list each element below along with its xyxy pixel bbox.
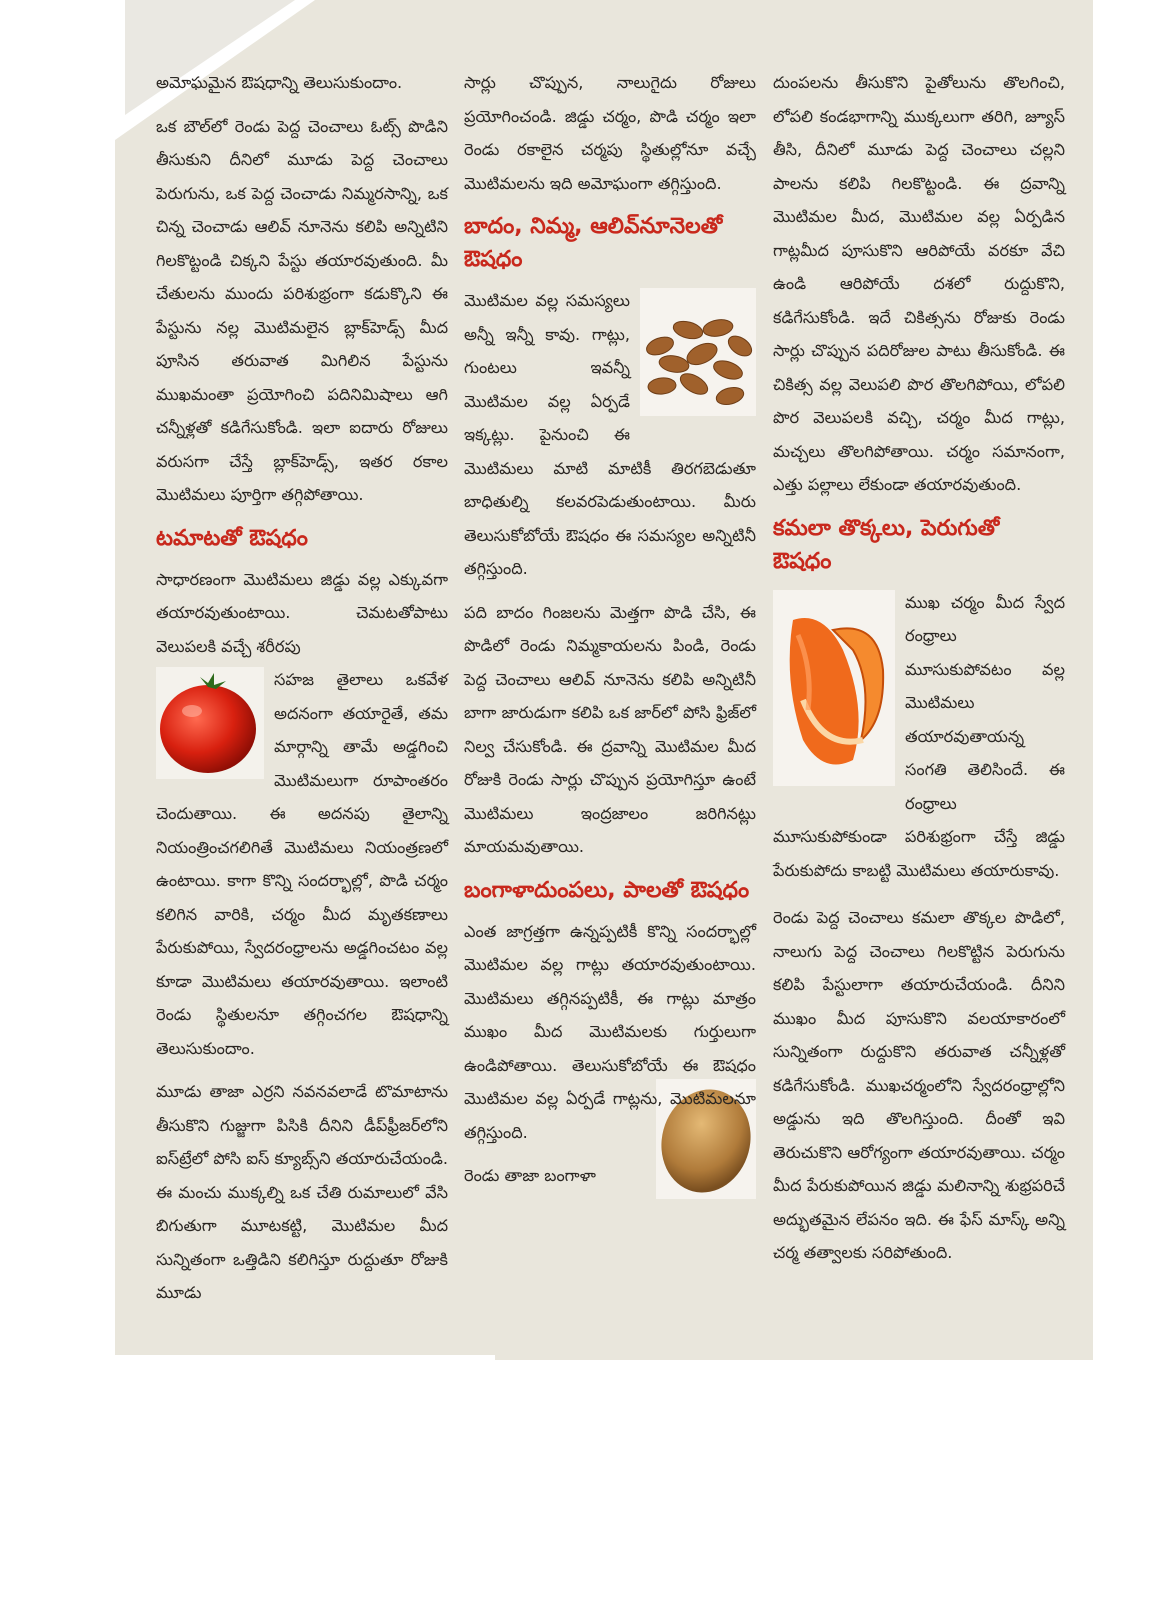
- tomato-heading: టమాటతో ఔషధం: [156, 525, 308, 551]
- article-column-3: [773, 66, 1065, 1280]
- tomato-photo: [156, 667, 264, 779]
- clipping-cut-edge: [115, 1355, 495, 1373]
- intro-line: అమోఘమైన ఔషధాన్ని తెలుసుకుందాం.: [156, 73, 403, 92]
- potato-remedy-paragraph: దుంపలను తీసుకొని పైతోలును తొలగించి, లోపలి కండభాగాన్ని ముక్కలుగా తరిగి, జ్యూస్ తీసి, దీనిలో మూడు పెద్ద చెంచాలు చల్లని పాలను కలిపి గిలకొట్టండి. ఈ ద్రవాన్ని మొటిమల మీద, మొటిమల వల్ల ఏర్పడిన గాట్లమీద పూసుకొని ఆరిపోయే వరకూ వేచి ఉండి ఆరిపోయే దశలో రుద్దుకొని, కడిగేసుకోండి. ఇదే చికిత్సను రోజుకు రెండు సార్లు చొప్పున పదిరోజుల పాటు తీసుకోండి. ఈ చికిత్స వల్ల వెలుపలి పొర తొలగిపోయి, లోపలి పొర వెలుపలకి వచ్చి, చర్మం మీద గాట్లు, మచ్చలు తొలగిపోతాయి. చర్మం సమానంగా, ఎత్తు పల్లాలు లేకుండా తయారవుతుంది.: [773, 73, 1065, 494]
- potato-heading: బంగాళాదుంపలు, పాలతో ఔషధం: [464, 877, 750, 903]
- tomato-paragraph-start: సాధారణంగా మొటిమలు జిడ్డు వల్ల ఎక్కువగా తయారవుతుంటాయి. చెమటతోపాటు వెలుపలకి వచ్చే శరీరపు: [156, 569, 448, 656]
- oats-result-paragraph: సార్లు చొప్పున, నాలుగైదు రోజులు ప్రయోగించండి. జిడ్డు చర్మం, పొడి చర్మం ఇలా రెండు రకాలైన చర్మపు స్థితుల్లోనూ వచ్చే మొటిమలను ఇది అమోఘంగా తగ్గిస్తుంది.: [464, 73, 756, 193]
- potato-problem-paragraph: ఎంత జాగ్రత్తగా ఉన్నప్పటికీ కొన్ని సందర్భాల్లో మొటిమల వల్ల గాట్లు తయారవుతుంటాయి. మొటిమలు తగ్గినప్పటికీ, ఈ గాట్లు మాత్రం ముఖం మీద మొటిమలకు గుర్తులుగా ఉండిపోతాయి. తెలుసుకోబోయే ఈ ఔషధం మొటిమల వల్ల ఏర్పడే గాట్లను, మొటిమలనూ తగ్గిస్తుంది.: [464, 921, 756, 1142]
- almond-remedy-paragraph: పది బాదం గింజలను మెత్తగా పొడి చేసి, ఈ పొడిలో రెండు నిమ్మకాయలను పిండి, రెండు పెద్ద చెంచాలు ఆలివ్ నూనెను కలిపి అన్నిటినీ బాగా జారుడుగా కలిపి ఒక జార్‌లో పోసి ఫ్రిజ్‌లో నిల్వ చేసుకోండి. ఈ ద్రవాన్ని మొటిమల మీద రోజుకి రెండు సార్లు చొప్పున ప్రయోగిస్తూ ఉంటే మొటిమలు ఇంద్రజాలం జరిగినట్లు మాయమవుతాయి.: [464, 602, 756, 856]
- almond-problem-paragraph: మొటిమల వల్ల సమస్యలు అన్నీ ఇన్నీ కావు. గాట్లు, గుంటలు ఇవన్నీ మొటిమల వల్ల ఏర్పడే ఇక్కట్లు. పైనుంచి ఈ మొటిమలు మాటి మాటికీ తిరగబెడుతూ బాధితుల్ని కలవరపెడుతుంటాయి. మీరు తెలుసుకోబోయే ఔషధం ఈ సమస్యల అన్నిటినీ తగ్గిస్తుంది.: [464, 291, 756, 578]
- orange-peel-intro-paragraph: ముఖ చర్మం మీద స్వేద రంధ్రాలు మూసుకుపోవటం వల్ల మొటిమలు తయారవుతాయన్న సంగతి తెలిసిందే. ఈ రంధ్రాలు మూసుకుపోకుండా పరిశుభ్రంగా చేస్తే జిడ్డు పేరుకుపోదు కాబట్టి మొటిమలు తయారుకావు.: [773, 592, 1065, 880]
- orange-peel-photo: [773, 590, 895, 786]
- almonds-photo: [640, 288, 756, 416]
- tomato-ice-paragraph: మూడు తాజా ఎర్రని నవనవలాడే టొమాటాను తీసుకొని గుజ్జుగా పిసికి దీనిని డీప్‌ఫ్రీజర్‌లోని ఐస్‌ట్రేలో పోసి ఐస్ క్యూబ్స్‌ని తయారుచేయండి. ఈ మంచు ముక్కల్ని ఒక చేతి రుమాలులో వేసి బిగుతుగా మూటకట్టి, మొటిమల మీద సున్నితంగా ఒత్తిడిని కలిగిస్తూ రుద్దుతూ రోజుకి మూడు: [156, 1082, 448, 1302]
- tomato-paragraph: సహజ తైలాలు ఒకవేళ అదనంగా తయారైతే, తమ మార్గాన్ని తామే అడ్డగించి మొటిమలుగా రూపాంతరం చెందుతాయి. ఈ అదనపు తైలాన్ని నియంత్రించగలిగితే మొటిమలు నియంత్రణలో ఉంటాయి. కాగా కొన్ని సందర్భాల్లో, పొడి చర్మం కలిగిన వారికి, చర్మం మీద మృతకణాలు పేరుకుపోయి, స్వేదరంధ్రాలను అడ్డగించటం వల్ల కూడా మొటిమలు తయారవుతాయి. ఇలాంటి రెండు స్థితులనూ తగ్గించగల ఔషధాన్ని తెలుసుకుందాం.: [156, 670, 448, 1058]
- article-column-2: [464, 66, 756, 1203]
- oats-paragraph: ఒక బౌల్‌లో రెండు పెద్ద చెంచాలు ఓట్స్ పొడిని తీసుకుని దీనిలో మూడు పెద్ద చెంచాలు పెరుగును, ఒక పెద్ద చెంచాడు నిమ్మరసాన్ని, ఒక చిన్న చెంచాడు ఆలివ్ నూనెను కలిపి అన్నిటిని గిలకొట్టండి చిక్కని పేస్టు తయారవుతుంది. మీ చేతులను ముందు పరిశుభ్రంగా కడుక్కొని ఈ పేస్టును నల్ల మొటిమలైన బ్లాక్‌హెడ్స్ మీద పూసిన తరువాత మిగిలిన పేస్టును ముఖమంతా ప్రయోగించి పదినిమిషాలు ఆగి చన్నీళ్లతో కడిగేసుకోండి. ఇలా ఐదారు రోజులు వరుసగా చేస్తే బ్లాక్‌హెడ్స్, ఇతర రకాల మొటిమలు పూర్తిగా తగ్గిపోతాయి.: [156, 116, 448, 504]
- orange-peel-remedy-paragraph: రెండు పెద్ద చెంచాలు కమలా తొక్కల పొడిలో, నాలుగు పెద్ద చెంచాలు గిలకొట్టిన పెరుగును కలిపి పేస్టులాగా తయారుచేయండి. దీనిని ముఖం మీద పూసుకొని వలయాకారంలో సున్నితంగా రుద్దుకొని తరువాత చన్నీళ్లతో కడిగేసుకోండి. ముఖచర్మంలోని స్వేదరంధ్రాల్లోని అడ్డును ఇది తొలగిస్తుంది. దీంతో ఇవి తెరుచుకొని ఆరోగ్యంగా తయారవుతాయి. చర్మం మీద పేరుకుపోయిన జిడ్డు మలినాన్ని శుభ్రపరిచే అద్భుతమైన లేపనం ఇది. ఈ ఫేస్ మాస్క్ అన్ని చర్మ తత్వాలకు సరిపోతుంది.: [773, 908, 1065, 1262]
- potato-start-paragraph: రెండు తాజా బంగాళా: [464, 1166, 596, 1185]
- article-column-1: [156, 66, 448, 1320]
- almond-heading: బాదం, నిమ్మ, ఆలివ్‌నూనెలతో ఔషధం: [464, 214, 723, 272]
- orange-peel-heading: కమలా తొక్కలు, పెరుగుతో ఔషధం: [773, 515, 1000, 574]
